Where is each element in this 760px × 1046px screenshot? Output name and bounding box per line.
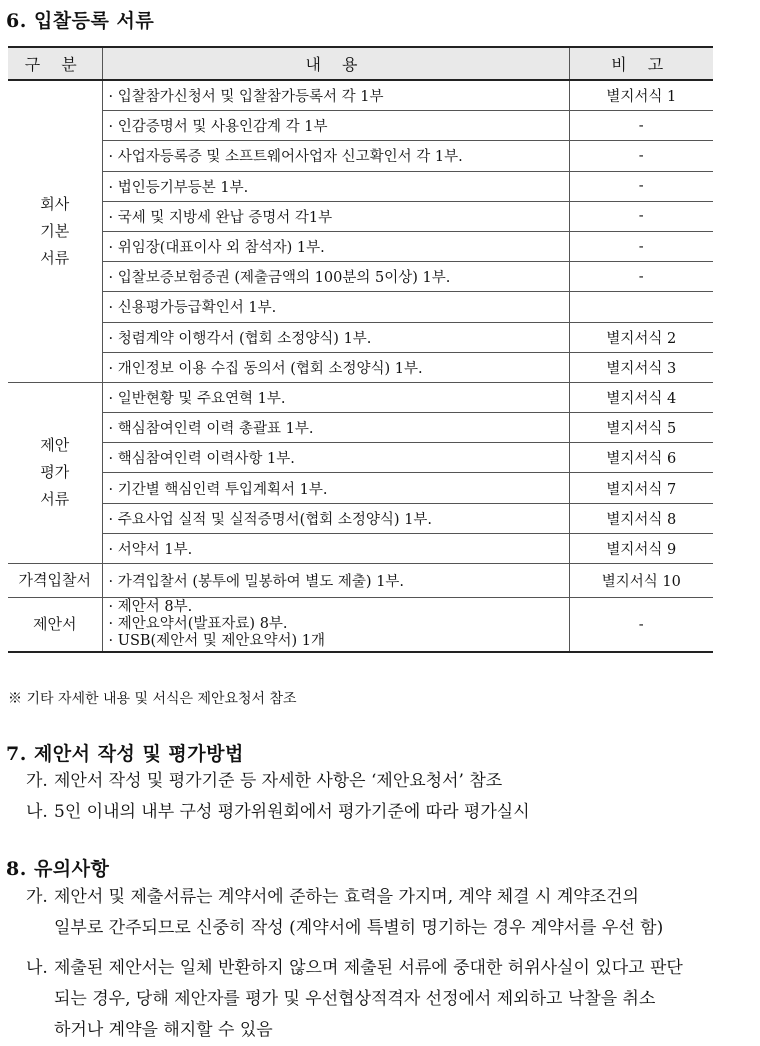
table-header-row [8,47,713,80]
table-row [8,564,713,598]
table-row [8,443,713,473]
row-remark: - [569,262,713,292]
table-row [8,533,713,563]
header-remark: 비 고 [569,47,713,80]
row-content: · 국세 및 지방세 완납 증명서 각1부 [102,201,569,231]
row-remark: 별지서식 9 [569,533,713,563]
section-8-item: 나. 제출된 제안서는 일체 반환하지 않으며 제출된 서류에 중대한 허위사실이 있다고 판단 되는 경우, 당해 제안자를 평가 및 우선협상적격자 선정에서 제외하고 낙찰을 취소 하거나 계약을 해지할 수 있음 [26,958,683,1040]
section-7-item: 가. 제안서 작성 및 평가기준 등 자세한 사항은 ‘제안요청서’ 참조 [26,771,503,791]
category-company-docs: 회사 기본 서류 [8,80,102,382]
section-8-item: 가. 제안서 및 제출서류는 계약서에 준하는 효력을 가지며, 계약 체결 시 계약조건의 일부로 간주되므로 신중히 작성 (계약서에 특별히 명기하는 경우 계약서를 우선 함) [26,887,664,938]
row-content: · 핵심참여인력 이력사항 1부. [102,443,569,473]
table-row [8,503,713,533]
row-content: · 입찰보증보험증권 (제출금액의 100분의 5이상) 1부. [102,262,569,292]
row-remark: - [569,231,713,261]
table-row [8,111,713,141]
section-6-title: 6. 입찰등록 서류 [6,10,155,32]
row-content: · 사업자등록증 및 소프트웨어사업자 신고확인서 각 1부. [102,141,569,171]
table-note: ※ 기타 자세한 내용 및 서식은 제안요청서 참조 [8,691,297,707]
row-content: · 기간별 핵심인력 투입계획서 1부. [102,473,569,503]
row-remark: 별지서식 10 [569,564,713,598]
table-row [8,473,713,503]
table-row [8,80,713,111]
row-content: · 인감증명서 및 사용인감계 각 1부 [102,111,569,141]
section-8-title: 8. 유의사항 [6,858,110,880]
row-remark: 별지서식 1 [569,80,713,111]
row-content: · 위임장(대표이사 외 참석자) 1부. [102,231,569,261]
row-remark: - [569,598,713,653]
row-content: · 청렴계약 이행각서 (협회 소정양식) 1부. [102,322,569,352]
table-row [8,292,713,322]
row-remark: 별지서식 4 [569,382,713,412]
row-remark [569,292,713,322]
row-content-multiline: · 제안서 8부. · 제안요약서(발표자료) 8부. · USB(제안서 및 제안요약서) 1개 [102,598,569,653]
section-7-item: 나. 5인 이내의 내부 구성 평가위원회에서 평가기준에 따라 평가실시 [26,802,530,822]
table-row [8,352,713,382]
table-row [8,141,713,171]
category-price-bid: 가격입찰서 [8,564,102,598]
table-row [8,201,713,231]
documents-table [8,46,713,653]
row-remark: 별지서식 8 [569,503,713,533]
row-remark: - [569,111,713,141]
category-proposal: 제안서 [8,598,102,653]
row-remark: 별지서식 3 [569,352,713,382]
header-content: 내 용 [102,47,569,80]
table-row [8,231,713,261]
row-content: · 일반현황 및 주요연혁 1부. [102,382,569,412]
table-row [8,322,713,352]
table-row [8,171,713,201]
row-content: · 법인등기부등본 1부. [102,171,569,201]
row-content: · 서약서 1부. [102,533,569,563]
section-7-title: 7. 제안서 작성 및 평가방법 [6,743,244,765]
row-remark: 별지서식 5 [569,413,713,443]
row-remark: 별지서식 6 [569,443,713,473]
row-content: · 가격입찰서 (봉투에 밀봉하여 별도 제출) 1부. [102,564,569,598]
row-content: · 주요사업 실적 및 실적증명서(협회 소정양식) 1부. [102,503,569,533]
table-row [8,598,713,653]
row-content: · 핵심참여인력 이력 총괄표 1부. [102,413,569,443]
row-remark: - [569,141,713,171]
row-remark: - [569,171,713,201]
table-row [8,382,713,412]
category-proposal-eval-docs: 제안 평가 서류 [8,382,102,563]
row-content: · 신용평가등급확인서 1부. [102,292,569,322]
table-row [8,262,713,292]
row-content: · 입찰참가신청서 및 입찰참가등록서 각 1부 [102,80,569,111]
row-remark: 별지서식 2 [569,322,713,352]
row-content: · 개인정보 이용 수집 동의서 (협회 소정양식) 1부. [102,352,569,382]
row-remark: - [569,201,713,231]
table-row [8,413,713,443]
header-category: 구 분 [8,47,102,80]
row-remark: 별지서식 7 [569,473,713,503]
